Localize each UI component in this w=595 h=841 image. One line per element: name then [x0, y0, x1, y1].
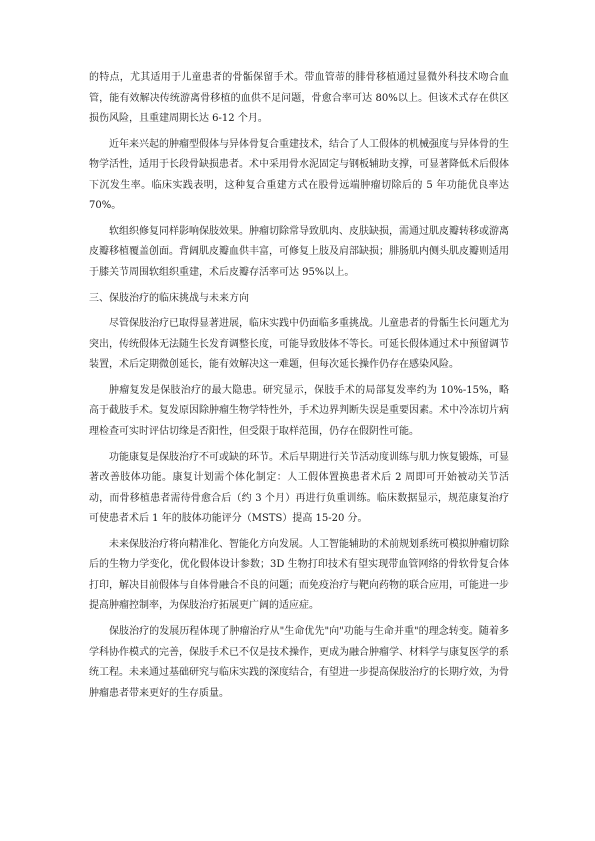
paragraph-soft-tissue-repair: 软组织修复同样影响保肢效果。肿瘤切除常导致肌肉、皮肤缺损，需通过肌皮瓣转移或游离皮瓣移植覆盖创面。背阔肌皮瓣血供丰富，可修复上肢及肩部缺损；腓肠肌内侧头肌皮瓣则适用于膝关节周围软组织重建，术后皮瓣存活率可达 95%以上。: [89, 225, 509, 278]
paragraph-future-directions: 未来保肢治疗将向精准化、智能化方向发展。人工智能辅助的术前规划系统可模拟肿瘤切除后的生物力学变化，优化假体设计参数；3D 生物打印技术有望实现带血管网络的骨软骨复合体打印，解决目前假体与自体骨融合不良的问题；而免疫治疗与靶向药物的联合应用，可能进一步提高肿瘤控制率，为保肢治疗拓展更广阔的适应症。: [89, 538, 509, 612]
document-body: [89, 68, 509, 709]
paragraph-composite-reconstruction: 近年来兴起的肿瘤型假体与异体骨复合重建技术，结合了人工假体的机械强度与异体骨的生物学活性，适用于长段骨缺损患者。术中采用骨水泥固定与钢板辅助支撑，可显著降低术后假体下沉发生率。临床实践表明，这种复合重建方式在股骨远端肿瘤切除后的 5 年功能优良率达 70%。: [89, 138, 509, 212]
paragraph-tumor-recurrence: 肿瘤复发是保肢治疗的最大隐患。研究显示，保肢手术的局部复发率约为 10%-15%，略高于截肢手术。复发原因除肿瘤生物学特性外，手术边界判断失误是重要因素。术中冷冻切片病理检查可实时评估切缘是否阳性，但受限于取样范围，仍存在假阴性可能。: [89, 384, 509, 437]
paragraph-continuation: 的特点，尤其适用于儿童患者的骨骺保留手术。带血管蒂的腓骨移植通过显微外科技术吻合血管，能有效解决传统游离骨移植的血供不足问题，骨愈合率可达 80%以上。但该术式存在供区损伤风险，且重建周期长达 6-12 个月。: [89, 72, 509, 124]
paragraph-functional-rehab: 功能康复是保肢治疗不可或缺的环节。术后早期进行关节活动度训练与肌力恢复锻炼，可显著改善肢体功能。康复计划需个体化制定：人工假体置换患者术后 2 周即可开始被动关节活动，而骨移植患者需待骨愈合后（约 3 个月）再进行负重训练。临床数据显示，规范康复治疗可使患者术后 1 年的肢体功能评分（MSTS）提高 15-20 分。: [89, 451, 509, 525]
paragraph-clinical-challenges: 尽管保肢治疗已取得显著进展，临床实践中仍面临多重挑战。儿童患者的骨骺生长问题尤为突出，传统假体无法随生长发育调整长度，可能导致肢体不等长。可延长假体通过术中预留调节装置，术后定期微创延长，能有效解决这一难题，但每次延长操作仍存在感染风险。: [89, 318, 509, 371]
paragraph-conclusion: 保肢治疗的发展历程体现了肿瘤治疗从"生命优先"向"功能与生命并重"的理念转变。随着多学科协作模式的完善，保肢手术已不仅是技术操作，更成为融合肿瘤学、材料学与康复医学的系统工程。未来通过基础研究与临床实践的深度结合，有望进一步提高保肢治疗的长期疗效，为骨肿瘤患者带来更好的生存质量。: [89, 626, 509, 699]
section-heading: 三、保肢治疗的临床挑战与未来方向: [89, 292, 249, 304]
